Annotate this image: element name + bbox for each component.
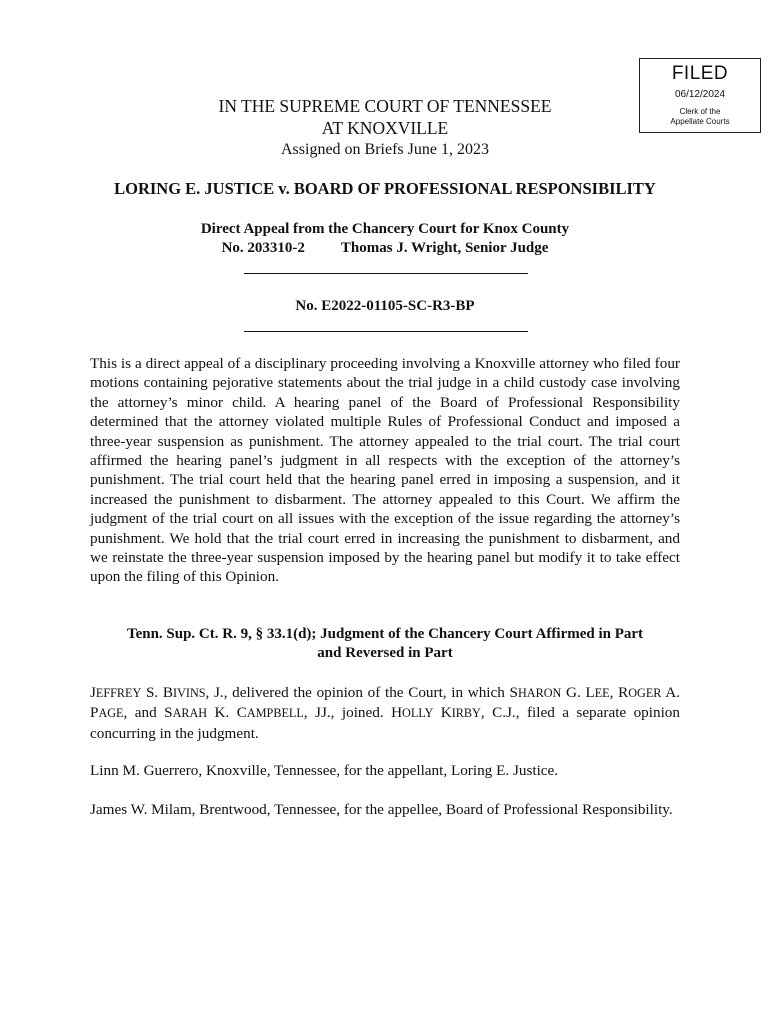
abstract-paragraph: This is a direct appeal of a disciplinary proceeding involving a Knoxville attorney who filed four motions containing pejorative statements about the trial judge in a child custody case involving the attorney’s minor child. A hearing panel of the Board of Professional Responsibility determined that the attorney violated multiple Rules of Professional Conduct and imposed a three-year suspension as punishment. The attorney appealed to the trial court. The trial court affirmed the hearing panel’s judgment in all respects with the exception of the attorney’s punishment. The trial court held that the hearing panel erred in imposing a suspension, and it increased the punishment to disbarment. The attorney appealed to this Court. We affirm the judgment of the trial court on all issues with the exception of the issue regarding the attorney’s punishment. We hold that the trial court erred in increasing the punishment to disbarment, and we reinstate the three-year suspension imposed by the hearing panel but modify it to take effect upon the filing of this Opinion. — [90, 355, 680, 586]
author-first-rest: EFFREY — [95, 686, 142, 700]
cj-last-initial: K — [440, 704, 452, 722]
stamp-title: FILED — [671, 63, 729, 84]
j2-first-rest: OGER — [628, 686, 662, 700]
appellant-counsel: Linn M. Guerrero, Knoxville, Tennessee, for the appellant, Loring E. Justice. — [90, 762, 559, 779]
appeal-court: Direct Appeal from the Chancery Court for Knox County — [200, 221, 570, 237]
judges-text-2: , JJ., joined. — [303, 704, 392, 722]
j1-last-rest: EE — [594, 686, 610, 700]
stamp-date: 06/12/2024 — [674, 89, 726, 100]
court-location: AT KNOXVILLE — [321, 118, 449, 138]
judges-text-1: , J., delivered the opinion of the Court, in which — [205, 684, 510, 701]
cj-space — [433, 704, 440, 721]
j1-first-rest: HARON — [517, 686, 562, 700]
appeal-origin — [90, 220, 680, 258]
author-first-initial: J — [90, 684, 96, 701]
judges-sep-2: , and — [123, 704, 165, 722]
court-heading — [90, 95, 680, 139]
j3-last-initial: C — [236, 704, 247, 722]
cj-first-initial: H — [391, 704, 403, 722]
appellee-counsel: James W. Milam, Brentwood, Tennessee, for the appellee, Board of Professional Responsibility. — [90, 801, 673, 818]
j2-middle: A. — [661, 684, 681, 701]
j3-first-rest: ARAH — [172, 706, 208, 721]
j3-middle: K. — [207, 704, 237, 722]
assigned-date: Assigned on Briefs June 1, 2023 — [281, 141, 489, 158]
cj-last-rest: IRBY — [451, 706, 481, 721]
judges-sep-1: , — [609, 684, 619, 701]
author-last-rest: IVINS — [173, 686, 206, 700]
cj-first-rest: OLLY — [402, 706, 434, 721]
j3-first-initial: S — [164, 704, 173, 722]
stamp-courts-line: Appellate Courts — [670, 117, 730, 126]
j2-last-rest: AGE — [98, 706, 124, 721]
trial-number: No. 203310-2 — [221, 240, 305, 256]
holding-line-1: Tenn. Sup. Ct. R. 9, § 33.1(d); Judgment of the Chancery Court Affirmed in Part — [126, 626, 644, 642]
case-title: LORING E. JUSTICE v. BOARD OF PROFESSIONAL RESPONSIBILITY — [114, 179, 656, 198]
judges-text-3: , C.J., filed a separate opinion concurring in the judgment. — [90, 704, 680, 742]
j2-last-initial: P — [90, 704, 99, 722]
j1-last-initial: L — [585, 684, 595, 701]
judges-paragraph — [90, 683, 680, 743]
divider-top — [244, 273, 528, 274]
docket-number: No. E2022-01105-SC-R3-BP — [295, 298, 475, 314]
trial-info — [90, 239, 680, 258]
j1-middle: G. — [561, 684, 586, 701]
holding-summary — [90, 625, 680, 664]
stamp-clerk-line: Clerk of the — [679, 107, 721, 116]
j3-last-rest: AMPBELL — [246, 706, 304, 721]
holding-line-2: and Reversed in Part — [317, 645, 453, 662]
j2-first-initial: R — [618, 684, 629, 701]
author-last-initial: B — [162, 684, 174, 701]
court-name: IN THE SUPREME COURT OF TENNESSEE — [218, 96, 552, 116]
divider-bottom — [244, 331, 528, 332]
j1-first-initial: S — [509, 684, 518, 701]
trial-judge: Thomas J. Wright, Senior Judge — [340, 240, 549, 256]
author-middle: S. — [141, 684, 163, 701]
